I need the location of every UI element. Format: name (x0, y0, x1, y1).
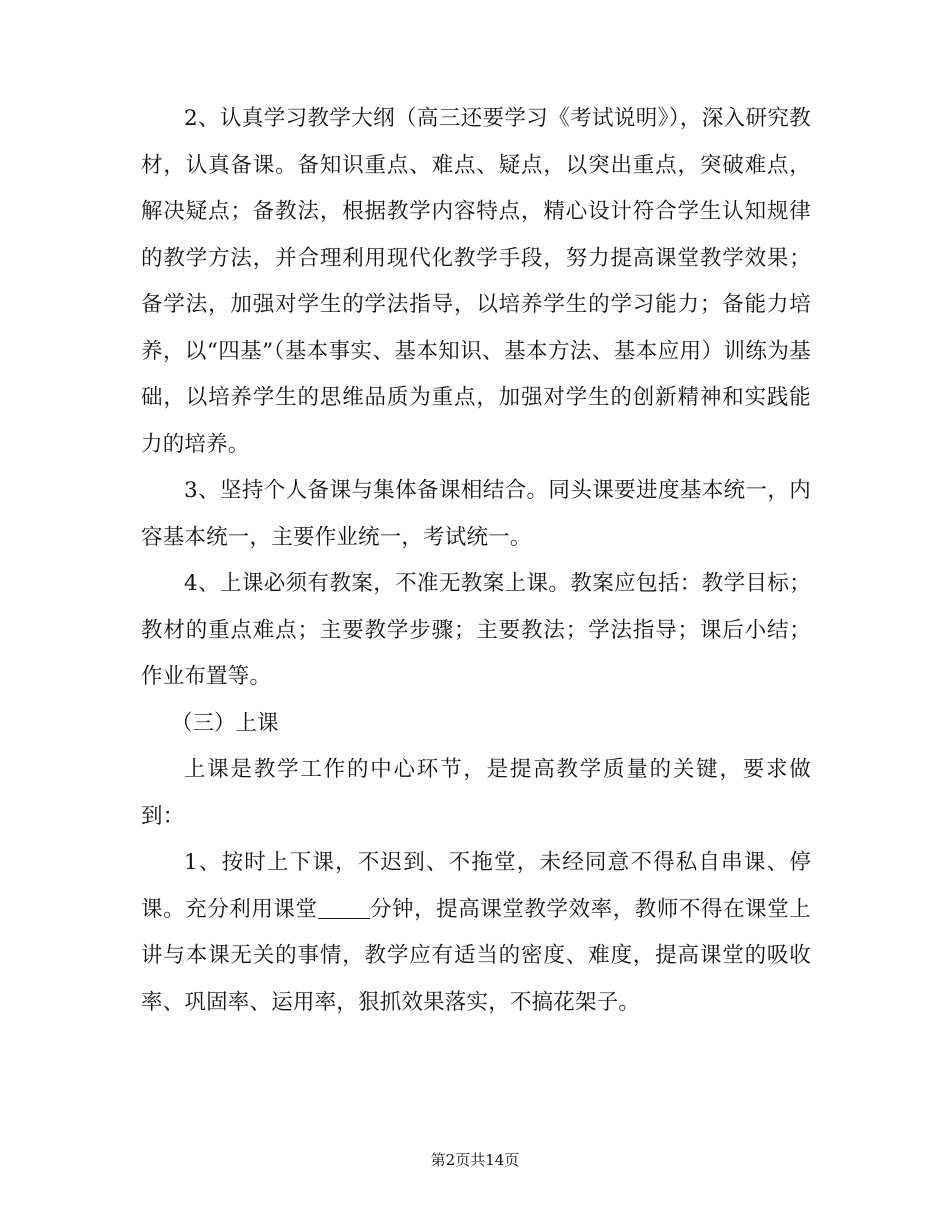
class-rules-text-start: 1、按时上下课，不迟到、不拖堂，未经同意不得私自串课、停课。充分利用课堂 (141, 850, 811, 922)
class-rules-text-end: 分钟，提高课堂教学效率，教师不得在课堂上讲与本课无关的事情，教学应有适当的密度、难度，提高课堂的吸收率、巩固率、运用率，狠抓效果落实，不搞花架子。 (141, 896, 811, 1015)
paragraph-class-intro: 上课是教学工作的中心环节，是提高教学质量的关键，要求做到： (141, 757, 811, 829)
paragraph-collective-preparation: 3、坚持个人备课与集体备课相结合。同头课要进度基本统一，内容基本统一，主要作业统一，考试统一。 (141, 478, 811, 550)
page-number: 第2页共14页 (430, 1151, 520, 1169)
paragraph-lesson-plan: 4、上课必须有教案，不准无教案上课。教案应包括：教学目标；教材的重点难点；主要教学步骤；主要教法；学法指导；课后小结；作业布置等。 (141, 571, 811, 689)
paragraph-class-rules (141, 840, 811, 1026)
fill-in-blank (318, 895, 370, 919)
paragraph-lesson-preparation: 2、认真学习教学大纲（高三还要学习《考试说明》），深入研究教材，认真备课。备知识重点、难点、疑点，以突出重点，突破难点，解决疑点；备教法，根据教学内容特点，精心设计符合学生认知规律的教学方法，并合理利用现代化教学手段，努力提高课堂教学效果；备学法，加强对学生的学法指导，以培养学生的学习能力；备能力培养，以“四基”（基本事实、基本知识、基本方法、基本应用）训练为基础，以培养学生的思维品质为重点，加强对学生的创新精神和实践能力的培养。 (141, 106, 811, 457)
section-heading-class: （三）上课 (171, 710, 279, 736)
document-body (141, 96, 811, 1026)
